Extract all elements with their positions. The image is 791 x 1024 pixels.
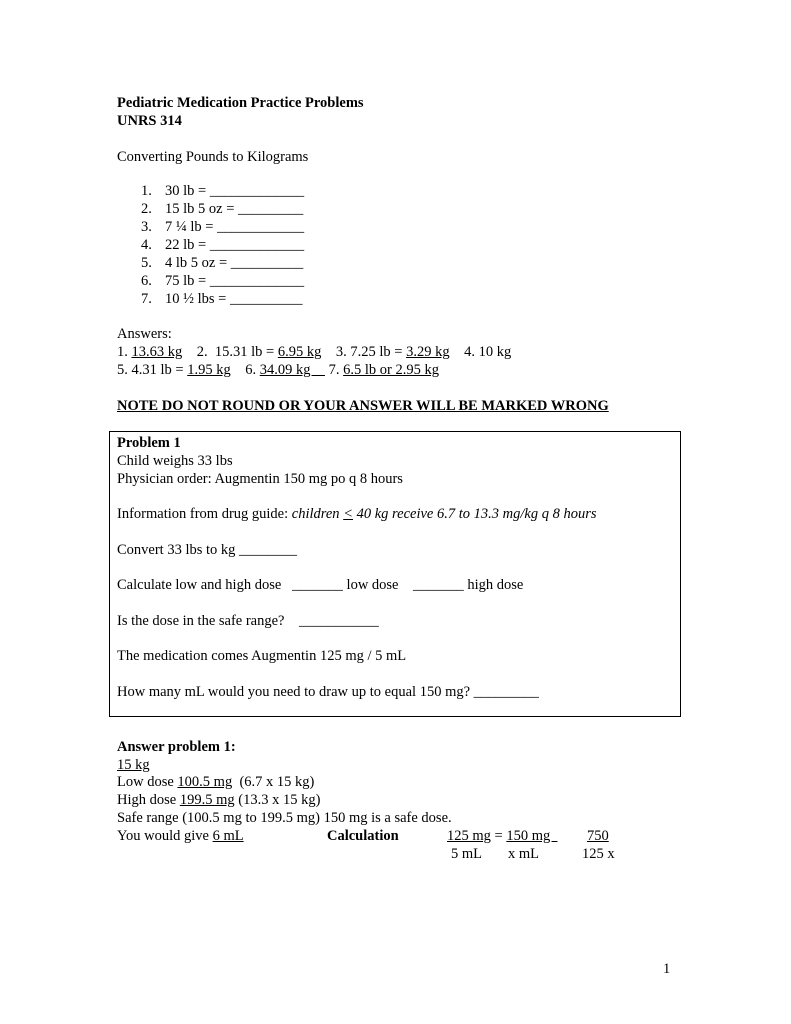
answer-value: 1.95 kg — [187, 362, 231, 378]
question-number: 6. — [141, 273, 152, 289]
fraction-2-numerator: 150 mg — [506, 828, 558, 844]
list-item — [141, 218, 304, 236]
answers-label: Answers: — [117, 326, 172, 342]
question-number: 5. — [141, 255, 152, 271]
high-dose-calc: (13.3 x 15 kg) — [234, 792, 321, 808]
course-code: UNRS 314 — [117, 113, 182, 129]
problem-1-calculate: Calculate low and high dose _______ low dose _______ high dose — [117, 577, 524, 593]
calculation-numerators — [447, 827, 558, 845]
answer-value: 13.63 kg — [131, 344, 183, 360]
answers-line-2 — [117, 361, 439, 379]
problem-1-weight: Child weighs 33 lbs — [117, 453, 233, 469]
give-label: You would give — [117, 828, 213, 844]
answer-value: 6.5 lb or 2.95 kg — [343, 362, 439, 378]
question-number: 1. — [141, 183, 152, 199]
answer-1-low-dose — [117, 773, 314, 791]
problem-1-safe-range: Is the dose in the safe range? ___________ — [117, 613, 379, 629]
low-dose-calc: (6.7 x 15 kg) — [232, 774, 315, 790]
answer-1-give — [117, 827, 244, 845]
equals-sign: = — [490, 828, 507, 844]
fraction-2-denominator: x mL — [508, 846, 540, 862]
problem-1-order: Physician order: Augmentin 150 mg po q 8 hours — [117, 471, 403, 487]
section-heading: Converting Pounds to Kilograms — [117, 149, 309, 165]
question-text: 7 ¼ lb = ____________ — [165, 219, 305, 235]
calculation-label: Calculation — [327, 828, 399, 844]
problem-1-drug-guide — [117, 505, 596, 523]
answer-prefix: 2. 15.31 lb = — [182, 344, 278, 360]
answer-1-kg: 15 kg — [117, 757, 150, 773]
question-number: 2. — [141, 201, 152, 217]
question-text: 10 ½ lbs = __________ — [165, 291, 303, 307]
answer-1-safe-range: Safe range (100.5 mg to 199.5 mg) 150 mg is a safe dose. — [117, 810, 452, 826]
question-number: 4. — [141, 237, 152, 253]
list-item — [141, 236, 304, 254]
list-item — [141, 200, 303, 218]
guide-prefix: Information from drug guide: — [117, 506, 292, 522]
problem-1-medication: The medication comes Augmentin 125 mg / 5 mL — [117, 648, 407, 664]
answer-1-heading: Answer problem 1: — [117, 739, 236, 755]
answer-value: 6.95 kg — [277, 344, 322, 360]
list-item — [141, 254, 303, 272]
problem-1-title: Problem 1 — [117, 435, 181, 451]
answers-line-1 — [117, 343, 511, 361]
answer-prefix: 3. 7.25 lb = — [321, 344, 407, 360]
answer-prefix: 1. — [117, 344, 132, 360]
list-item — [141, 272, 304, 290]
answer-value: 3.29 kg — [406, 344, 450, 360]
high-dose-label: High dose — [117, 792, 180, 808]
list-item — [141, 290, 302, 308]
list-item — [141, 182, 304, 200]
problem-1-convert: Convert 33 lbs to kg ________ — [117, 542, 298, 558]
fraction-1-numerator: 125 mg — [447, 828, 491, 844]
answer-text: 4. 10 kg — [449, 344, 512, 360]
guide-text: children — [291, 506, 344, 522]
question-text: 75 lb = _____________ — [165, 273, 305, 289]
answer-1-high-dose — [117, 791, 320, 809]
give-value: 6 mL — [212, 828, 244, 844]
question-number: 3. — [141, 219, 152, 235]
question-text: 30 lb = _____________ — [165, 183, 305, 199]
low-dose-value: 100.5 mg — [177, 774, 233, 790]
answer-prefix: 5. 4.31 lb = — [117, 362, 188, 378]
page-number: 1 — [663, 961, 671, 977]
less-than-or-equal-symbol: < — [343, 506, 353, 522]
answer-value: 34.09 kg — [259, 362, 325, 378]
question-number: 7. — [141, 291, 152, 307]
answer-prefix: 7. — [324, 362, 344, 378]
high-dose-value: 199.5 mg — [179, 792, 235, 808]
low-dose-label: Low dose — [117, 774, 178, 790]
question-text: 4 lb 5 oz = __________ — [165, 255, 304, 271]
problem-1-how-many: How many mL would you need to draw up to equal 150 mg? _________ — [117, 684, 539, 700]
question-text: 15 lb 5 oz = _________ — [165, 201, 304, 217]
rounding-note: NOTE DO NOT ROUND OR YOUR ANSWER WILL BE MARKED WRONG — [117, 398, 609, 414]
question-text: 22 lb = _____________ — [165, 237, 305, 253]
answer-prefix: 6. — [230, 362, 260, 378]
fraction-1-denominator: 5 mL — [451, 846, 483, 862]
guide-text: 40 kg receive 6.7 to 13.3 mg/kg q 8 hours — [352, 506, 597, 522]
fraction-3-numerator: 750 — [587, 828, 609, 844]
document-title: Pediatric Medication Practice Problems — [117, 95, 364, 111]
fraction-3-denominator: 125 x — [582, 846, 615, 862]
